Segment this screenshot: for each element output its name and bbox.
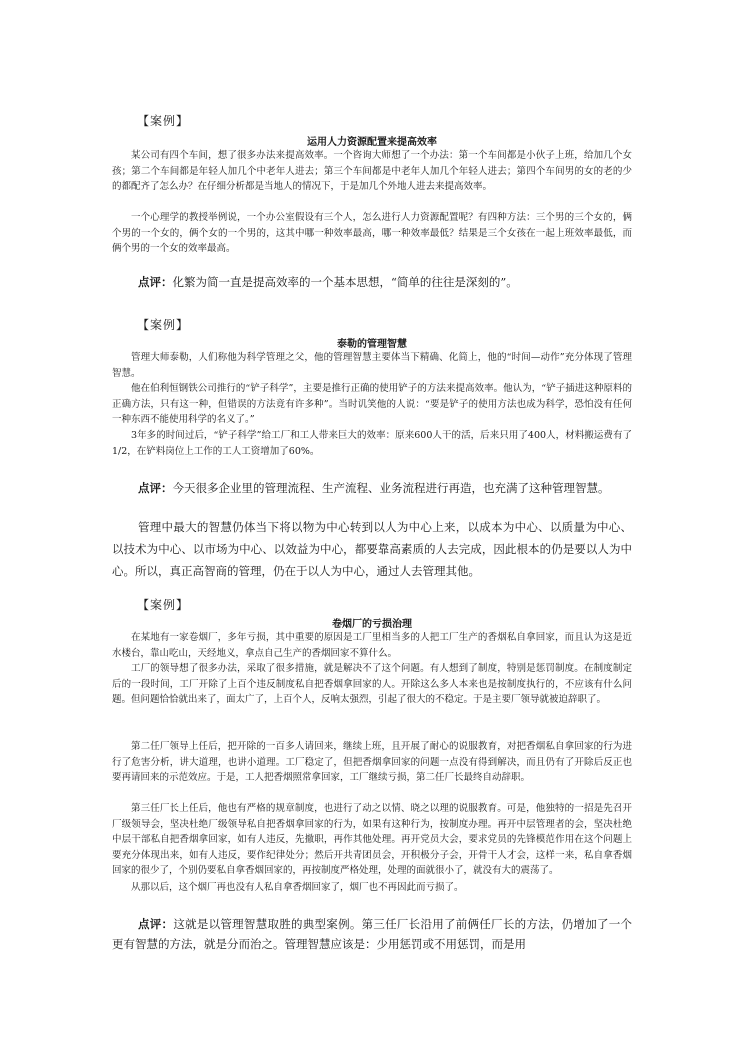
case-paragraph: 一个心理学的教授举例说，一个办公室假设有三个人，怎么进行人力资源配置呢？有四种方法：三个男的三个女的，俩个男的一个女的，俩个女的一个男的，这其中哪一种效率最高，哪一种效率最低？结果是三个女孩在一起上班效率最低，而俩个男的一个女的效率最高。 bbox=[112, 212, 632, 254]
comment-label: 点评： bbox=[138, 481, 173, 495]
case-paragraph: 管理大师泰勒，人们称他为科学管理之父，他的管理智慧主要体当下精确、化简上，他的“时间—动作”充分体现了管理智慧。 bbox=[112, 352, 632, 379]
comment-paragraph bbox=[112, 272, 632, 292]
comment-paragraph bbox=[112, 914, 632, 954]
case-paragraph: 工厂的领导想了很多办法，采取了很多措施，就是解决不了这个问题。有人想到了制度，特别是惩罚制度。在制度制定后的一段时间，工厂开除了上百个违反制度私自把香烟拿回家的人。开除这么多人本来也是按制度执行的，不应该有什么问题。但问题恰恰就出来了，面太广了，上百个人，反响太强烈，引起了很大的不稳定。于是主要厂领导就被迫辞职了。 bbox=[112, 663, 632, 705]
summary-paragraph: 管理中最大的智慧仍体当下将以物为中心转到以人为中心上来，以成本为中心、以质量为中心、以技术为中心、以市场为中心、以效益为中心，都要靠高素质的人去完成，因此根本的仍是要以人为中心。所以，真正高智商的管理，仍在于以人为中心，通过人去管理其他。 bbox=[112, 520, 632, 578]
case-paragraph: 从那以后，这个烟厂再也没有人私自拿香烟回家了，烟厂也不再因此而亏损了。 bbox=[131, 882, 464, 893]
case-paragraph: 某公司有四个车间，想了很多办法来提高效率。一个咨询大师想了一个办法：第一个车间都是小伙子上班，给加几个女孩；第二个车间都是年轻人加几个中老年人进去；第三个车间都是中老年人加几个年轻人进去；第四个车间男的女的老的少的都配齐了怎么办？在仔细分析都是当地人的情况下，于是加几个外地人进去来提高效率。 bbox=[112, 150, 632, 192]
case-title: 卷烟厂的亏损治理 bbox=[332, 619, 412, 630]
case-paragraph: 在某地有一家卷烟厂，多年亏损，其中重要的原因是工厂里相当多的人把工厂生产的香烟私自拿回家，而且认为这是近水楼台，靠山吃山，天经地义，拿点自己生产的香烟回家不算什么。 bbox=[112, 632, 632, 659]
case-paragraph: 3年多的时间过后，“铲子科学”给工厂和工人带来巨大的效率：原来600人干的活，后来只用了400人，材料搬运费有了1/2，在铲料岗位上工作的工人工资增加了60%。 bbox=[112, 430, 632, 457]
case-tag: 【案例】 bbox=[137, 598, 190, 612]
comment-text: 今天很多企业里的管理流程、生产流程、业务流程进行再造，也充满了这种管理智慧。 bbox=[172, 481, 610, 495]
comment-text: 化繁为简一直是提高效率的一个基本思想，“简单的往往是深刻的”。 bbox=[172, 275, 518, 289]
comment-text: 这就是以管理智慧取胜的典型案例。第三任厂长沿用了前俩任厂长的方法，仍增加了一个更有智慧的方法，就是分而治之。管理智慧应该是：少用惩罚或不用惩罚，而是用 bbox=[112, 917, 633, 951]
case-title: 泰勒的管理智慧 bbox=[337, 339, 407, 350]
comment-label: 点评： bbox=[138, 275, 173, 289]
case-paragraph: 他在伯利恒钢铁公司推行的“铲子科学”，主要是推行正确的使用铲子的方法来提高效率。他认为，“铲子插进这种原料的正确方法，只有这一种，但错误的方法竟有许多种”。当时讥笑他的人说：“要是铲子的使用方法也成为科学，恐怕没有任何一种东西不能使用科学的名义了。” bbox=[112, 383, 632, 425]
case-paragraph: 第三任厂长上任后，他也有严格的规章制度，也进行了动之以情、晓之以理的说服教育。可是，他独特的一招是先召开厂级领导会，坚决杜绝厂级领导私自把香烟拿回家的行为，如果有这种行为，按制度办理。再开中层管理者的会，坚决杜绝中层干部私自把香烟拿回家，如有人违反，先撤职，再作其他处理。再开党员大会，要求党员的先锋模范作用在这个问题上要充分体现出来，如有人违反，要作纪律处分；然后开共青团员会，开积极分子会，开骨干人才会，这样一来，私自拿香烟回家的很少了，个别仍要私自拿香烟回家的，再按制度严格处理，处理的面就很小了，就没有大的震荡了。 bbox=[112, 803, 632, 876]
comment-label: 点评： bbox=[138, 917, 174, 931]
case-paragraph: 第二任厂领导上任后，把开除的一百多人请回来，继续上班，且开展了耐心的说服教育，对把香烟私自拿回家的行为进行了危害分析，讲大道理，也讲小道理。工厂稳定了，但把香烟拿回家的问题一点没有得到解决，而且仍有了开除后反正也要再请回来的示范效应。于是，工人把香烟照常拿回家，工厂继续亏损，第二任厂长最终自动辞职。 bbox=[112, 741, 632, 783]
case-tag: 【案例】 bbox=[137, 114, 190, 128]
case-tag: 【案例】 bbox=[137, 318, 190, 332]
comment-paragraph bbox=[112, 478, 632, 498]
case-title: 运用人力资源配置来提高效率 bbox=[307, 137, 437, 148]
